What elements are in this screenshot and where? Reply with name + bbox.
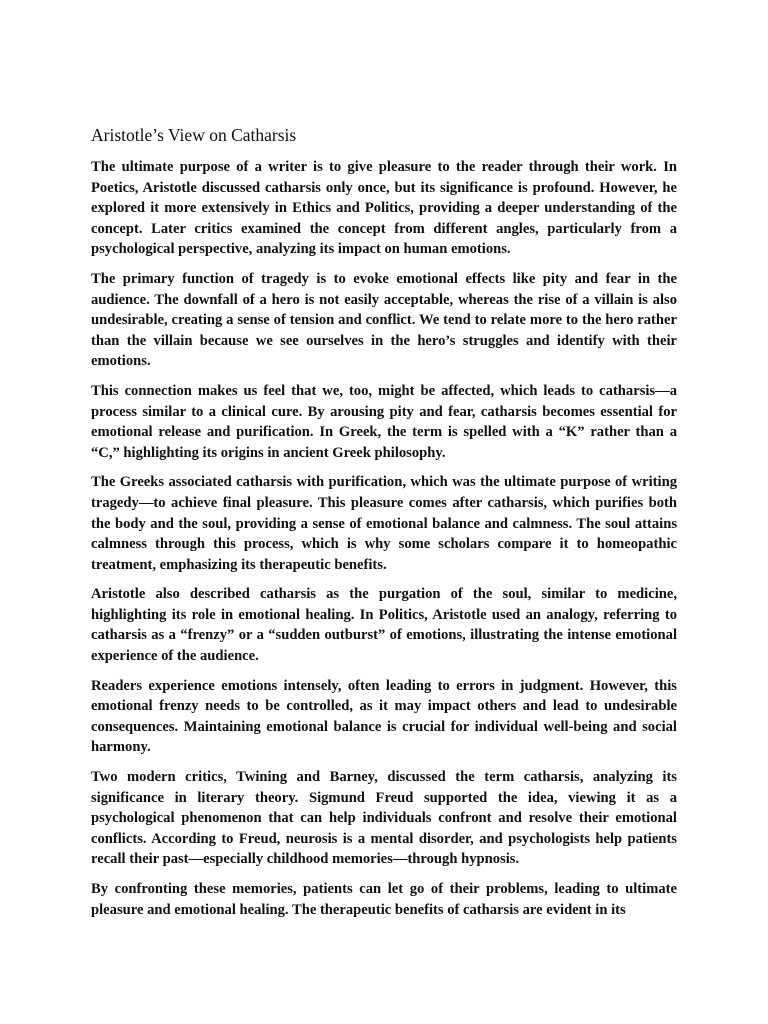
paragraph-3: This connection makes us feel that we, too, might be affected, which leads to catharsis—a process similar to a clinical cure. By arousing pity and fear, catharsis becomes essential for emotional release and purification. In Greek, the term is spelled with a “K” rather than a “C,” highlighting its origins in ancient Greek philosophy. [91, 382, 677, 461]
document-title: Aristotle’s View on Catharsis [91, 125, 297, 145]
paragraph-5: Aristotle also described catharsis as the purgation of the soul, similar to medicine, highlighting its role in emotional healing. In Politics, Aristotle used an analogy, referring to catharsis as a “frenzy” or a “sudden outburst” of emotions, illustrating the intense emotional experience of the audience. [91, 586, 677, 665]
paragraph-7: Two modern critics, Twining and Barney, discussed the term catharsis, analyzing its significance in literary theory. Sigmund Freud supported the idea, viewing it as a psychological phenomenon that can help individuals confront and resolve their emotional conflicts. According to Freud, neurosis is a mental disorder, and psychologists help patients recall their past—especially childhood memories—through hypnosis. [91, 769, 677, 868]
paragraph-2: The primary function of tragedy is to evoke emotional effects like pity and fear in the audience. The downfall of a hero is not easily acceptable, whereas the rise of a villain is also undesirable, creating a sense of tension and conflict. We tend to relate more to the hero rather than the villain because we see ourselves in the hero’s struggles and identify with their emotions. [91, 270, 677, 370]
paragraph-4: The Greeks associated catharsis with purification, which was the ultimate purpose of writing tragedy—to achieve final pleasure. This pleasure comes after catharsis, which purifies both the body and the soul, providing a sense of emotional balance and calmness. The soul attains calmness through this process, which is why some scholars compare it to homeopathic treatment, emphasizing its therapeutic benefits. [91, 474, 677, 573]
paragraph-8: By confronting these memories, patients can let go of their problems, leading to ultimate pleasure and emotional healing. The therapeutic benefits of catharsis are evident in its [91, 881, 677, 918]
paragraph-6: Readers experience emotions intensely, often leading to errors in judgment. However, this emotional frenzy needs to be controlled, as it may impact others and lead to undesirable consequences. Maintaining emotional balance is crucial for individual well-being and social harmony. [91, 677, 677, 756]
document-body [91, 123, 677, 929]
paragraph-1: The ultimate purpose of a writer is to give pleasure to the reader through their work. In Poetics, Aristotle discussed catharsis only once, but its significance is profound. However, he explored it more extensively in Ethics and Politics, providing a deeper understanding of the concept. Later critics examined the concept from different angles, particularly from a psychological perspective, analyzing its impact on human emotions. [91, 159, 677, 258]
